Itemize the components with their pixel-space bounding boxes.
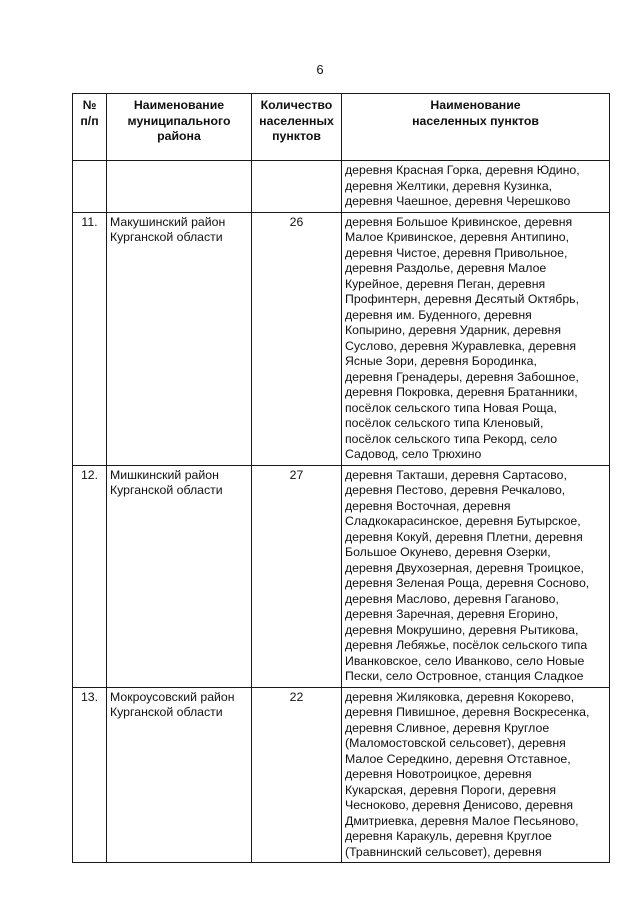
settlement-names-line: деревня Сливное, деревня Круглое <box>345 720 550 735</box>
header-district-line: района <box>157 129 201 143</box>
settlement-names <box>342 465 610 687</box>
table-body <box>73 161 610 863</box>
settlement-names-line: деревня Кокуй, деревня Плетни, деревня <box>345 529 583 544</box>
header-count <box>252 94 342 161</box>
district-name-line: Макушинский район <box>110 214 226 229</box>
settlement-names-line: деревня Желтики, деревня Кузинка, <box>345 178 553 193</box>
district-name <box>107 465 252 687</box>
settlement-names-line: (Маломостовской сельсовет), деревня <box>345 736 566 750</box>
table-row <box>73 687 610 863</box>
settlement-names-line: Малое Кривинское, деревня Антипино, <box>345 230 570 244</box>
settlement-count <box>252 161 342 213</box>
settlement-names-line: деревня Маслово, деревня Гаганово, <box>345 591 559 606</box>
row-number: 11. <box>73 212 107 465</box>
settlement-names-line: Суслово, деревня Журавлевка, деревня <box>345 338 577 353</box>
header-names <box>342 94 610 161</box>
district-name <box>107 687 252 863</box>
header-district <box>107 94 252 161</box>
header-district-line: муниципального <box>127 113 231 128</box>
row-number: 13. <box>73 687 107 863</box>
settlement-names <box>342 161 610 213</box>
header-count-line: Количество <box>260 98 333 112</box>
settlement-names-line: деревня Красная Горка, деревня Юдино, <box>345 163 580 177</box>
page-number: 6 <box>316 62 324 77</box>
district-name-line: Курганской области <box>110 483 223 497</box>
header-count-line: населенных <box>259 113 334 128</box>
settlement-names-line: деревня Чистое, деревня Привольное, <box>345 245 568 260</box>
settlement-names-line: Профинтерн, деревня Десятый Октябрь, <box>345 292 579 306</box>
settlement-names-line: посёлок сельского типа Кленовый, <box>345 416 544 430</box>
district-name-line: Мишкинский район <box>110 467 219 482</box>
header-num <box>73 94 107 161</box>
table-row <box>73 465 610 687</box>
district-name-line: Курганской области <box>110 230 223 244</box>
header-names-line: Наименование <box>430 98 521 112</box>
settlement-names-line: деревня Большое Кривинское, деревня <box>345 214 573 229</box>
settlement-names-line: посёлок сельского типа Рекорд, село <box>345 431 558 446</box>
row-number <box>73 161 107 213</box>
settlement-names-line: деревня Покровка, деревня Братанники, <box>345 385 578 399</box>
settlement-names-line: деревня Чаешное, деревня Черешково <box>345 194 571 208</box>
settlement-names-line: деревня Мокрушино, деревня Рытикова, <box>345 622 579 637</box>
settlement-names-line: деревня им. Буденного, деревня <box>345 307 532 322</box>
header-row <box>73 94 610 161</box>
settlement-names-line: Сладкокарасинское, деревня Бутырское, <box>345 514 581 528</box>
settlement-names-line: Копырино, деревня Ударник, деревня <box>345 323 562 337</box>
settlement-names-line: деревня Заречная, деревня Егорино, <box>345 607 559 621</box>
table-row <box>73 161 610 213</box>
settlement-names-line: деревня Раздолье, деревня Малое <box>345 261 547 275</box>
table-row <box>73 212 610 465</box>
settlement-names-line: деревня Такташи, деревня Сартасово, <box>345 467 567 482</box>
settlement-names-line: деревня Пивишное, деревня Воскресенка, <box>345 705 590 719</box>
settlement-names-line: Чесноково, деревня Денисово, деревня <box>345 798 574 812</box>
header-num-line: п/п <box>80 113 99 128</box>
header-num-line: № <box>82 98 97 112</box>
district-name <box>107 212 252 465</box>
settlements-table <box>72 93 610 863</box>
settlement-names-line: деревня Каракуль, деревня Круглое <box>345 829 552 843</box>
table-header <box>73 94 610 161</box>
settlement-names-line: деревня Жиляковка, деревня Кокорево, <box>345 689 575 704</box>
settlement-names <box>342 212 610 465</box>
settlement-names-line: деревня Пестово, деревня Речкалово, <box>345 483 566 497</box>
settlement-names-line: Кукарская, деревня Пороги, деревня <box>345 782 557 797</box>
settlement-names-line: деревня Гренадеры, деревня Забошное, <box>345 369 579 384</box>
header-names-line: населенных пунктов <box>412 113 539 128</box>
row-number: 12. <box>73 465 107 687</box>
settlement-names-line: деревня Восточная, деревня <box>345 498 511 513</box>
settlement-names-line: деревня Лебяжье, посёлок сельского типа <box>345 638 588 652</box>
settlement-names-line: Иванковское, село Иванково, село Новые <box>345 653 585 668</box>
settlement-names-line: (Травнинский сельсовет), деревня <box>345 844 542 859</box>
district-name-line: Курганской области <box>110 705 223 719</box>
settlement-names-line: Ясные Зори, деревня Бородинка, <box>345 354 537 368</box>
settlement-names-line: Дмитриевка, деревня Малое Песьяново, <box>345 813 579 828</box>
settlement-names-line: Курейное, деревня Пеган, деревня <box>345 276 546 291</box>
header-district-line: Наименование <box>133 98 225 112</box>
header-count-line: пунктов <box>272 129 321 143</box>
settlement-names-line: деревня Новотроицкое, деревня <box>345 767 532 781</box>
settlement-count: 22 <box>252 687 342 863</box>
settlement-count: 27 <box>252 465 342 687</box>
settlement-names <box>342 687 610 863</box>
settlement-names-line: Большое Окунево, деревня Озерки, <box>345 545 551 559</box>
settlement-names-line: Малое Середкино, деревня Отставное, <box>345 751 571 766</box>
settlement-names-line: деревня Зеленая Роща, деревня Сосново, <box>345 576 590 590</box>
settlement-names-line: Пески, село Островное, станция Сладкое <box>345 669 584 683</box>
district-name <box>107 161 252 213</box>
district-name-line: Мокроусовский район <box>110 689 235 704</box>
settlement-count: 26 <box>252 212 342 465</box>
settlement-names-line: деревня Двухозерная, деревня Троицкое, <box>345 560 584 575</box>
settlement-names-line: посёлок сельского типа Новая Роща, <box>345 400 557 415</box>
settlement-names-line: Садовод, село Трюхино <box>345 447 482 461</box>
